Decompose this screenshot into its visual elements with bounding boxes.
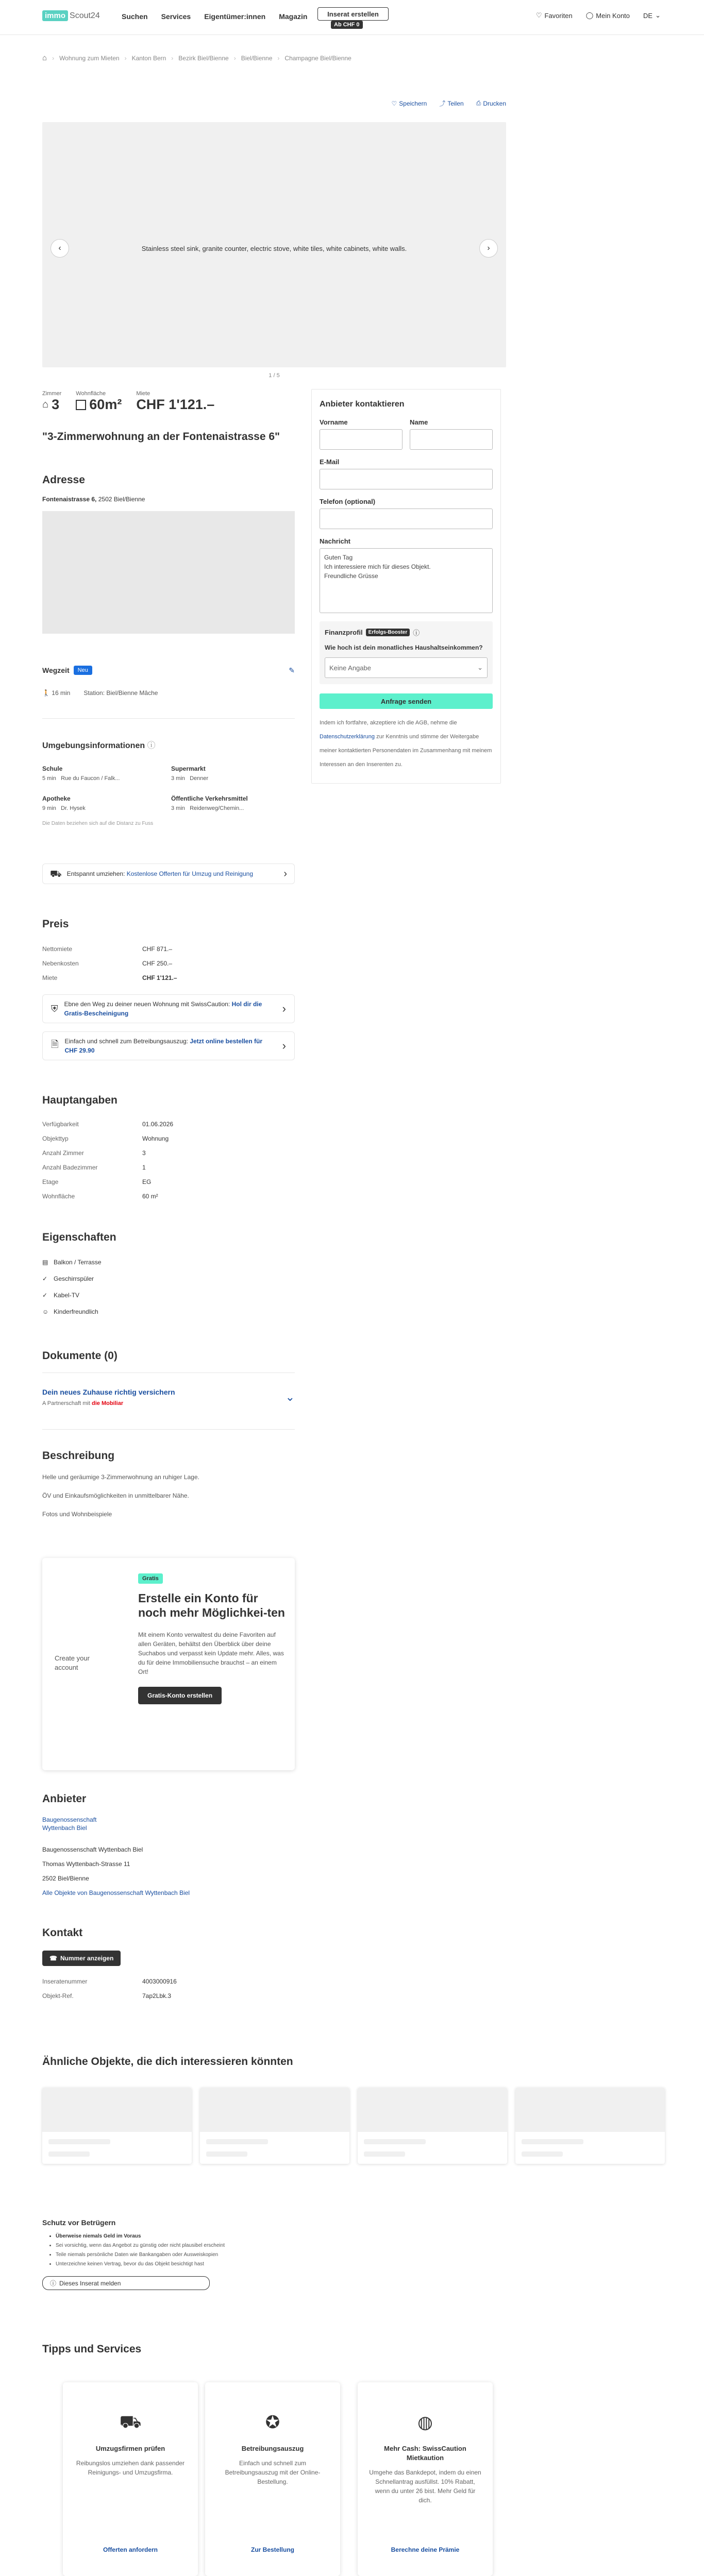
moving-offer[interactable] xyxy=(42,863,295,884)
description-heading: Beschreibung xyxy=(42,1450,115,1462)
area-fact xyxy=(76,391,122,413)
chevron-right-icon: › xyxy=(487,244,490,252)
check-icon: ✓ xyxy=(42,1292,48,1299)
form-heading: Anbieter kontaktieren xyxy=(320,400,405,409)
show-number-button[interactable] xyxy=(42,1951,121,1966)
rent-value: CHF 1'121.– xyxy=(136,397,215,412)
address-section xyxy=(42,474,295,634)
chevron-right-icon: › xyxy=(282,1002,286,1015)
swisscaution-box[interactable] xyxy=(42,994,295,1023)
image-gallery[interactable] xyxy=(42,122,506,379)
contact-key: Inseratenummer xyxy=(42,1978,88,1985)
info-value: 60 m² xyxy=(142,1193,158,1200)
legal-text-1: Indem ich fortfahre, akzeptiere ich die AGB, nehme die xyxy=(320,720,457,726)
booster-badge: Erfolgs-Booster xyxy=(366,629,410,636)
similar-card[interactable] xyxy=(200,2088,349,2164)
legal-text xyxy=(320,716,493,772)
route-label: Wegzeit xyxy=(42,666,70,674)
skeleton-line xyxy=(48,2139,110,2144)
price-heading: Preis xyxy=(42,918,69,930)
price-key: Miete xyxy=(42,974,58,981)
info-icon[interactable]: ⓘ xyxy=(147,741,156,750)
info-value: Wohnung xyxy=(142,1135,169,1142)
skeleton-line xyxy=(48,2151,90,2157)
info-value: 01.06.2026 xyxy=(142,1121,174,1128)
debt-extract-link[interactable]: Jetzt online bestellen für CHF 29.90 xyxy=(64,1038,263,1054)
fraud-heading: Schutz vor Betrügern xyxy=(42,2218,116,2227)
route-destination: Station: Biel/Bienne Mâche xyxy=(83,689,158,697)
piggy-bank-icon: ◍ xyxy=(417,2413,433,2432)
skeleton-line xyxy=(206,2151,247,2157)
surrounding-place: Dr. Hysek xyxy=(61,805,86,811)
fraud-tip: • Sei vorsichtig, wenn das Angebot zu günstig oder nicht plausibel erscheint xyxy=(56,2241,351,2250)
info-row xyxy=(42,1146,295,1160)
last-name-input[interactable] xyxy=(410,429,493,450)
tip-link[interactable]: Berechne deine Prämie xyxy=(391,2546,460,2553)
surrounding-time: 3 min xyxy=(171,775,185,782)
provider-section xyxy=(42,1793,295,1900)
breadcrumb-item[interactable]: Bezirk Biel/Bienne xyxy=(178,54,229,62)
address-text xyxy=(42,496,295,503)
swisscaution-text: Ebne den Weg zu deiner neuen Wohnung mit SwissCaution: xyxy=(64,1001,230,1008)
route-time-value: 16 min xyxy=(52,689,71,697)
favorites-label: Favoriten xyxy=(544,11,573,20)
surrounding-place: Reidenweg/Chemin... xyxy=(190,805,244,811)
feature-label: Kinderfreundlich xyxy=(54,1308,98,1315)
walk-icon: 🚶 xyxy=(42,689,50,697)
surrounding-item xyxy=(42,795,171,811)
fraud-section xyxy=(42,2218,351,2290)
info-row xyxy=(42,1175,295,1189)
fraud-tip: • Unterzeichne keinen Vertrag, bevor du das Objekt besichtigt hast xyxy=(56,2260,351,2269)
tip-desc: Umgehe das Bankdepot, indem du einen Schnellantrag ausfüllst. 10% Rabatt, wenn du unter 26 bist. Mehr Geld für dich. xyxy=(369,2469,481,2504)
phone-field[interactable] xyxy=(320,509,493,529)
edit-icon[interactable]: ✎ xyxy=(289,666,295,674)
save-button[interactable] xyxy=(392,100,427,107)
create-account-button[interactable]: Gratis-Konto erstellen xyxy=(138,1687,222,1704)
logo-mark: immo xyxy=(42,10,68,21)
info-row xyxy=(42,1189,295,1204)
tip-card[interactable] xyxy=(205,2382,340,2576)
city: 2502 Biel/Bienne xyxy=(98,496,145,503)
feature-item xyxy=(42,1254,295,1270)
tip-link[interactable]: Zur Bestellung xyxy=(250,2546,294,2553)
surrounding-title: Öffentliche Verkehrsmittel xyxy=(171,795,248,802)
contact-value: 4003000916 xyxy=(142,1978,177,1985)
email-field[interactable] xyxy=(320,469,493,489)
similar-card[interactable] xyxy=(42,2088,192,2164)
price-row xyxy=(42,971,295,985)
surroundings-note: Die Daten beziehen sich auf die Distanz zu Fuss xyxy=(42,821,154,826)
tip-card[interactable] xyxy=(63,2382,198,2576)
skeleton-line xyxy=(364,2139,426,2144)
street: Fontenaistrasse 6, xyxy=(42,496,97,503)
feature-label: Kabel-TV xyxy=(54,1292,80,1299)
breadcrumb-item[interactable]: Kanton Bern xyxy=(131,54,166,62)
similar-image xyxy=(358,2088,507,2132)
feature-item xyxy=(42,1270,295,1287)
listing-actions xyxy=(392,99,506,108)
nav-services[interactable]: Services xyxy=(161,12,191,21)
provider-name: Baugenossenschaft Wyttenbach Biel xyxy=(42,1846,143,1853)
share-button[interactable] xyxy=(439,99,463,108)
key-facts xyxy=(42,391,214,413)
info-row xyxy=(42,1131,295,1146)
main-nav xyxy=(122,12,307,21)
chevron-right-icon: › xyxy=(283,868,287,879)
income-select[interactable] xyxy=(325,657,488,678)
chevron-down-icon: ⌄ xyxy=(477,664,483,671)
surrounding-place: Denner xyxy=(190,775,209,782)
similar-card[interactable] xyxy=(515,2088,665,2164)
provider-link[interactable]: Baugenossenschaft Wyttenbach Biel xyxy=(42,1816,97,1832)
rooms-value: 3 xyxy=(52,397,60,412)
message-field[interactable]: Guten Tag Ich interessiere mich für dieses Objekt. Freundliche Grüsse xyxy=(320,548,493,613)
listing-title: "3-Zimmerwohnung an der Fontenaistrasse 6" xyxy=(42,431,280,443)
account-link[interactable] xyxy=(586,11,630,20)
documents-heading: Dokumente (0) xyxy=(42,1350,118,1362)
price-key: Nettomiete xyxy=(42,945,73,953)
tip-title: Betreibungsauszug xyxy=(241,2445,304,2452)
info-key: Objekttyp xyxy=(42,1135,69,1142)
debt-extract-box[interactable] xyxy=(42,1031,295,1060)
nav-search[interactable]: Suchen xyxy=(122,12,148,21)
language-select[interactable] xyxy=(643,11,661,20)
contact-heading: Kontakt xyxy=(42,1927,83,1939)
partner-text: A Partnerschaft mit xyxy=(42,1400,90,1406)
surroundings-section xyxy=(42,739,295,826)
shield-icon: ⛨ xyxy=(51,1003,58,1014)
house-icon: ⌂ xyxy=(42,399,49,410)
info-icon[interactable]: ⓘ xyxy=(413,629,420,637)
send-request-button[interactable]: Anfrage senden xyxy=(320,693,493,709)
description-line: ÖV und Einkaufsmöglichkeiten in unmittelbarer Nähe. xyxy=(42,1492,189,1499)
map[interactable] xyxy=(42,511,295,634)
price-value: CHF 1'121.– xyxy=(142,974,177,981)
surrounding-item xyxy=(171,765,295,782)
divider xyxy=(42,1429,295,1430)
gallery-next-button[interactable] xyxy=(479,239,498,258)
all-objects-link[interactable]: Alle Objekte von Baugenossenschaft Wyttenbach Biel xyxy=(42,1889,190,1896)
balcony-icon: ▤ xyxy=(42,1259,48,1266)
print-button[interactable] xyxy=(476,99,506,107)
breadcrumb-item[interactable]: Wohnung zum Mieten xyxy=(59,54,120,62)
info-key: Verfügbarkeit xyxy=(42,1121,79,1128)
tips-heading: Tipps und Services xyxy=(42,2343,142,2355)
gallery-counter: 1 / 5 xyxy=(269,372,280,379)
surrounding-time: 9 min xyxy=(42,805,56,811)
surrounding-item xyxy=(42,765,171,782)
moving-text: Entspannt umziehen: xyxy=(66,870,125,877)
fraud-tip: • Teile niemals persönliche Daten wie Bankangaben oder Ausweiskopien xyxy=(56,2250,351,2260)
warning-icon: ⓘ xyxy=(50,2280,57,2287)
route-time xyxy=(42,689,70,697)
message-label: Nachricht xyxy=(320,537,350,545)
share-icon: ⤴ xyxy=(439,100,446,107)
first-name-label: Vorname xyxy=(320,418,348,426)
email-label: E-Mail xyxy=(320,458,340,466)
gallery-caption: Stainless steel sink, granite counter, electric stove, white tiles, white cabinets, white walls. xyxy=(141,245,407,252)
check-icon: ✓ xyxy=(42,1275,48,1282)
divider xyxy=(42,718,295,719)
tip-desc: Reibungslos umziehen dank passender Reinigungs- und Umzugsfirma. xyxy=(76,2460,185,2476)
privacy-link[interactable]: Datenschutzerklärung xyxy=(320,734,375,740)
language-label: DE xyxy=(643,11,653,20)
skeleton-line xyxy=(206,2139,268,2144)
nav-magazine[interactable]: Magazin xyxy=(279,12,308,21)
tip-title: Umzugsfirmen prüfen xyxy=(95,2445,165,2452)
finance-profile xyxy=(320,621,493,684)
info-key: Anzahl Zimmer xyxy=(42,1149,84,1157)
nav-owners[interactable]: Eigentümer:innen xyxy=(204,12,266,21)
tip-desc: Einfach und schnell zum Betreibungsauszug mit der Online-Bestellung. xyxy=(225,2460,321,2485)
tip-card[interactable] xyxy=(358,2382,493,2576)
similar-image xyxy=(200,2088,349,2132)
feature-label: Balkon / Terrasse xyxy=(54,1259,102,1266)
signup-heading: Erstelle ein Konto für noch mehr Möglichkei-ten xyxy=(138,1591,285,1619)
rent-fact xyxy=(136,391,214,413)
print-label: Drucken xyxy=(483,99,506,107)
main-info-heading: Hauptangaben xyxy=(42,1094,118,1106)
contact-value: 7ap2Lbk.3 xyxy=(142,1992,172,1999)
address-heading: Adresse xyxy=(42,474,85,486)
signup-body: Mit einem Konto verwaltest du deine Favoriten auf allen Geräten, behältst den Überblick über deine Suchabos und verpasst kein Update mehr. Alles, was du für deine Immobiliensuche brauchst – an einem Ort! xyxy=(138,1631,284,1675)
area-value: 60m² xyxy=(89,397,122,412)
info-value: 3 xyxy=(142,1149,146,1157)
signup-card xyxy=(42,1558,295,1770)
surrounding-place: Rue du Faucon / Falk... xyxy=(61,775,120,782)
phone-label: Telefon (optional) xyxy=(320,498,376,505)
contact-key: Objekt-Ref. xyxy=(42,1992,74,1999)
child-icon: ☺ xyxy=(42,1308,49,1315)
divider xyxy=(42,1372,295,1373)
first-name-input[interactable] xyxy=(320,429,403,450)
insurance-link[interactable]: Dein neues Zuhause richtig versichern xyxy=(42,1388,175,1396)
report-label: Dieses Inserat melden xyxy=(59,2279,121,2287)
swisscaution-link[interactable]: Hol dir die Gratis-Bescheinigung xyxy=(64,1001,262,1017)
breadcrumb xyxy=(42,54,351,62)
signup-image-text: Create your account xyxy=(55,1654,90,1671)
separator-icon: › xyxy=(277,54,280,62)
rent-label: Miete xyxy=(136,391,150,397)
logo[interactable] xyxy=(42,10,100,21)
info-row xyxy=(42,1117,295,1131)
price-key: Nebenkosten xyxy=(42,960,79,967)
show-number-label: Nummer anzeigen xyxy=(60,1955,114,1962)
documents-section xyxy=(42,1350,295,1362)
free-badge: Gratis xyxy=(138,1573,163,1584)
feature-item xyxy=(42,1287,295,1303)
award-icon: ✪ xyxy=(265,2413,280,2432)
create-listing-button[interactable]: Inserat erstellen xyxy=(317,7,389,21)
chevron-left-icon: ‹ xyxy=(58,244,61,252)
area-label: Wohnfläche xyxy=(76,391,106,397)
legal-text-2: zur Kenntnis und stimme der Weitergabe meiner kontaktierten Personendaten im Zusammenhang mit meinem Interessen an den Inserenten zu. xyxy=(320,734,492,768)
tip-link[interactable]: Offerten anfordern xyxy=(103,2546,158,2553)
chevron-right-icon: › xyxy=(282,1039,286,1052)
similar-card[interactable] xyxy=(358,2088,507,2164)
site-header xyxy=(0,0,704,35)
info-key: Wohnfläche xyxy=(42,1193,75,1200)
surrounding-time: 5 min xyxy=(42,775,56,782)
tip-title: Mehr Cash: SwissCaution Mietkaution xyxy=(384,2445,466,2462)
contact-form xyxy=(311,389,501,784)
features-section xyxy=(42,1231,295,1320)
income-select-value: Keine Angabe xyxy=(329,664,371,672)
square-icon xyxy=(76,400,86,410)
price-row xyxy=(42,956,295,971)
description-section xyxy=(42,1450,295,1518)
home-icon[interactable]: ⌂ xyxy=(42,54,47,62)
info-value: 1 xyxy=(142,1164,146,1171)
surrounding-title: Apotheke xyxy=(42,795,71,802)
price-value: CHF 250.– xyxy=(142,960,173,967)
similar-image xyxy=(515,2088,665,2132)
separator-icon: › xyxy=(52,54,55,62)
save-label: Speichern xyxy=(399,99,427,107)
finance-question: Wie hoch ist dein monatliches Haushaltseinkommen? xyxy=(325,644,483,651)
surrounding-item xyxy=(171,795,295,811)
report-listing-button[interactable] xyxy=(42,2276,210,2290)
contact-row xyxy=(42,1989,295,2003)
heart-icon: ♡ xyxy=(391,99,397,107)
surrounding-title: Schule xyxy=(42,765,63,772)
debt-extract-text: Einfach und schnell zum Betreibungsauszug: xyxy=(64,1038,188,1045)
info-key: Etage xyxy=(42,1178,59,1185)
share-label: Teilen xyxy=(447,99,464,107)
skeleton-line xyxy=(364,2151,405,2157)
breadcrumb-item[interactable]: Champagne Biel/Bienne xyxy=(284,54,351,62)
provider-street: Thomas Wyttenbach-Strasse 11 xyxy=(42,1860,130,1868)
user-icon: ◯ xyxy=(585,11,594,19)
feature-item xyxy=(42,1303,295,1320)
surroundings-title: Umgebungsinformationen xyxy=(42,741,145,750)
similar-heading: Ähnliche Objekte, die dich interessieren könnten xyxy=(42,2056,293,2067)
phone-icon: ☎ xyxy=(49,1955,57,1962)
new-badge: Neu xyxy=(74,666,92,675)
info-row xyxy=(42,1160,295,1175)
truck-icon: ⛟ xyxy=(50,869,62,879)
mobiliar-logo: die Mobiliar xyxy=(92,1400,124,1406)
listing-price-badge: Ab CHF 0 xyxy=(331,21,363,29)
logo-text: Scout24 xyxy=(70,11,100,20)
gallery-prev-button[interactable] xyxy=(51,239,69,258)
route-section xyxy=(42,666,295,697)
provider-heading: Anbieter xyxy=(42,1793,87,1805)
surrounding-time: 3 min xyxy=(171,805,185,811)
document-icon: 🗎 xyxy=(51,1039,59,1049)
provider-city: 2502 Biel/Bienne xyxy=(42,1875,89,1882)
separator-icon: › xyxy=(124,54,127,62)
surroundings-heading xyxy=(42,739,295,751)
rooms-fact xyxy=(42,391,61,413)
description-line: Helle und geräumige 3-Zimmerwohnung an ruhiger Lage. xyxy=(42,1473,199,1481)
main-info-section xyxy=(42,1094,295,1204)
contact-section xyxy=(42,1927,295,2003)
account-label: Mein Konto xyxy=(596,11,630,20)
price-row xyxy=(42,942,295,956)
description-line: Fotos und Wohnbeispiele xyxy=(42,1511,112,1518)
finance-heading: Finanzprofil xyxy=(325,629,363,636)
insurance-offer[interactable] xyxy=(42,1388,295,1406)
price-section xyxy=(42,918,295,1060)
contact-row xyxy=(42,1974,295,1989)
info-value: EG xyxy=(142,1178,152,1185)
skeleton-line xyxy=(522,2151,563,2157)
separator-icon: › xyxy=(233,54,236,62)
similar-image xyxy=(42,2088,192,2132)
moving-link[interactable]: Kostenlose Offerten für Umzug und Reinigung xyxy=(126,870,254,877)
info-key: Anzahl Badezimmer xyxy=(42,1164,98,1171)
fraud-tip: • Überweise niemals Geld im Voraus xyxy=(56,2232,351,2241)
truck-icon: ⛟ xyxy=(119,2412,142,2432)
heart-icon: ♡ xyxy=(535,11,542,19)
last-name-label: Name xyxy=(410,418,428,426)
feature-label: Geschirrspüler xyxy=(54,1275,94,1282)
separator-icon: › xyxy=(171,54,174,62)
surrounding-title: Supermarkt xyxy=(171,765,206,772)
chevron-down-icon: ⌄ xyxy=(655,11,661,19)
favorites-link[interactable] xyxy=(536,11,573,20)
printer-icon: ⎙ xyxy=(476,99,481,107)
chevron-down-icon[interactable]: ⌄ xyxy=(285,1391,295,1403)
price-value: CHF 871.– xyxy=(142,945,173,953)
skeleton-line xyxy=(522,2139,583,2144)
rooms-label: Zimmer xyxy=(42,391,62,397)
breadcrumb-item[interactable]: Biel/Bienne xyxy=(241,54,273,62)
features-heading: Eigenschaften xyxy=(42,1231,116,1243)
